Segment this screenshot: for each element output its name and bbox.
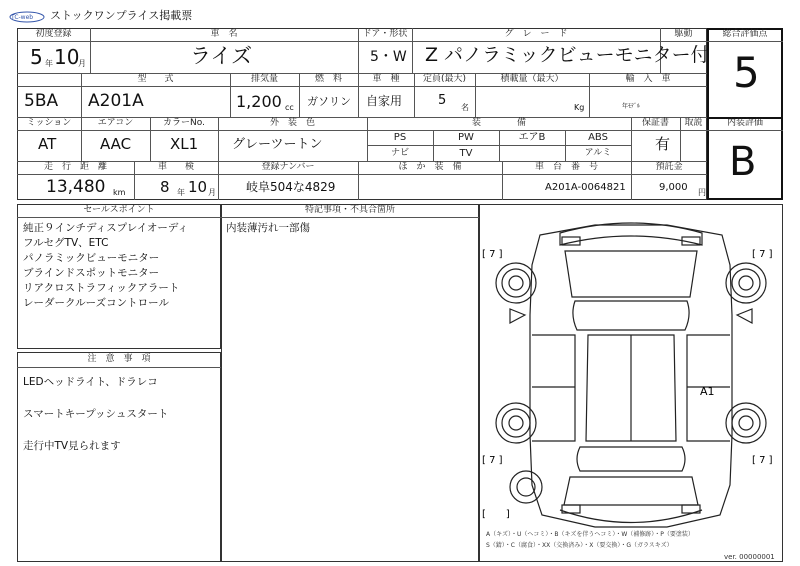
interior-score: B — [729, 139, 757, 185]
label-grade: グ レ ー ド — [504, 29, 568, 39]
label-sales-points: セールスポイント — [83, 205, 155, 215]
page-title: ストックワンプライス掲載票 — [50, 9, 193, 22]
label-vehicle-type: 車 種 — [372, 74, 400, 84]
grade-value: Z パノラミックビューモニター付 — [425, 44, 710, 66]
mileage-unit: km — [113, 188, 126, 197]
label-car-name: 車 名 — [210, 29, 238, 39]
label-first-reg: 初度登録 — [35, 29, 72, 39]
car-hood — [565, 251, 697, 297]
label-exterior-color: 外 装 色 — [269, 118, 315, 128]
inspection-year-value: 8 — [160, 178, 170, 196]
fuel-value: ガソリン — [307, 95, 351, 108]
label-drive: 駆動 — [674, 29, 693, 39]
sales-points-list — [23, 221, 188, 311]
label-overall-eval: 総合評価点 — [722, 29, 768, 39]
car-name-value: ライズ — [190, 44, 253, 68]
version-label: ver. 00000001 — [724, 553, 775, 561]
load-unit: Kg — [574, 103, 585, 112]
label-other-equip: ほ か 装 備 — [398, 162, 462, 172]
logo-icon — [8, 10, 46, 23]
label-fuel: 燃 料 — [314, 74, 342, 84]
equipment-item: PS — [393, 132, 407, 143]
label-chassis-no: 車 台 番 号 — [534, 162, 598, 172]
bracket-label: [ 7 ] — [752, 249, 773, 260]
list-item: リアクロストラフィックアラート — [23, 282, 180, 294]
caution-list — [23, 374, 168, 454]
equipment-item: エアB — [518, 132, 546, 143]
first-reg-day-unit: 月 — [78, 59, 86, 68]
warranty-value: 有 — [655, 135, 671, 153]
car-rear-window — [577, 447, 685, 471]
label-inspection: 車 検 — [157, 162, 194, 172]
inspection-month-unit: 月 — [208, 188, 216, 197]
legend-line: S（錆）・C（腐食）・XX（交換済み）・X（要交換）・G（ガラスキズ） — [486, 542, 673, 549]
list-item: レーダークルーズコントロール — [23, 297, 169, 309]
label-caution: 注 意 事 項 — [87, 354, 151, 364]
capacity-value: 5 — [438, 93, 447, 108]
car-rear-bumper — [560, 510, 702, 523]
label-reg-number: 登録ナンバー — [261, 162, 315, 172]
label-load: 積載量（最大） — [500, 74, 564, 84]
label-model: 型 式 — [137, 74, 174, 84]
vehicle-type-value: 自家用 — [366, 94, 403, 108]
bracket-label: [ 7 ] — [482, 249, 503, 260]
label-warranty: 保証書 — [641, 118, 669, 128]
car-damage-diagram — [480, 205, 782, 561]
reg-number-value: 岐阜504な4829 — [246, 180, 336, 194]
model-prefix-value: 5BA — [24, 91, 59, 111]
damage-mark: A1 — [700, 385, 715, 398]
label-displacement: 排気量 — [250, 74, 278, 84]
displacement-value: 1,200 — [236, 92, 282, 111]
logo — [8, 8, 46, 21]
label-interior-eval: 内装評価 — [726, 118, 763, 128]
car-trunk — [564, 477, 698, 505]
list-item: 純正９インチディスプレイオーディ — [23, 222, 189, 234]
list-item — [23, 422, 168, 438]
mission-value: AT — [38, 135, 57, 153]
car-front-bumper — [560, 223, 702, 245]
list-item: ブラインドスポットモニター — [23, 267, 160, 279]
equipment-item: PW — [458, 132, 474, 143]
equipment-item: TV — [459, 148, 473, 159]
first-reg-month-unit: 年 — [45, 59, 53, 68]
bracket-label: [ 7 ] — [752, 455, 773, 466]
list-item: パノラミックビューモニター — [23, 252, 160, 264]
equipment-item: ナビ — [390, 148, 409, 158]
aircon-value: AAC — [100, 135, 132, 153]
equipment-item: ABS — [588, 132, 608, 143]
bracket-label: [ ] — [482, 509, 510, 520]
list-item — [23, 390, 168, 406]
label-color-no: カラーNo. — [163, 118, 205, 128]
first-reg-month: 5 — [30, 45, 43, 69]
label-manual: 取説 — [684, 118, 703, 128]
legend-line: A（キズ）・U（ヘコミ）・B（キズを伴うヘコミ）・W（補修跡）・P（要塗装） — [486, 531, 694, 538]
chassis-no-value: A201A-0064821 — [545, 182, 626, 193]
label-equipment: 装 備 — [471, 118, 526, 128]
list-item: スマートキープッシュスタート — [23, 408, 169, 420]
import-unit: 年ﾓﾃﾞﾙ — [622, 103, 641, 110]
list-item: LEDヘッドライト、ドラレコ — [23, 376, 158, 388]
color-no-value: XL1 — [170, 135, 199, 153]
displacement-unit: cc — [285, 103, 294, 112]
car-windshield — [573, 301, 689, 330]
label-door-shape: ドア・形状 — [362, 29, 408, 39]
inspection-year-unit: 年 — [177, 188, 185, 197]
label-mission: ミッション — [26, 118, 72, 128]
door-shape-value: 5・W — [370, 49, 407, 65]
overall-score: 5 — [733, 48, 760, 97]
special-notes-list — [226, 221, 310, 236]
label-import: 輸 入 車 — [625, 74, 671, 84]
capacity-unit: 名 — [461, 103, 469, 112]
label-capacity: 定員(最大) — [422, 74, 467, 84]
logo-text: TC-web — [11, 14, 34, 21]
special-notes-panel — [221, 204, 479, 562]
model-value: A201A — [88, 91, 144, 111]
recycle-fee-value: 9,000 — [659, 182, 688, 193]
label-recycle-fee: 預託金 — [655, 162, 683, 172]
label-aircon: エアコン — [97, 118, 134, 128]
list-item: 走行中TV見られます — [23, 440, 121, 452]
label-mileage: 走 行 距 離 — [43, 162, 107, 172]
exterior-color-value: グレーツートン — [232, 137, 323, 152]
list-item: 内装薄汚れ一部傷 — [226, 222, 310, 234]
equipment-item: アルミ — [584, 148, 612, 158]
first-reg-day: 10 — [54, 45, 80, 69]
label-special-notes: 特記事項・不具合箇所 — [304, 205, 395, 215]
inspection-month-value: 10 — [188, 178, 208, 196]
recycle-fee-unit: 円 — [698, 188, 706, 197]
mileage-value: 13,480 — [46, 177, 106, 197]
bracket-label: [ 7 ] — [482, 455, 503, 466]
list-item: フルセグTV、ETC — [23, 237, 109, 249]
